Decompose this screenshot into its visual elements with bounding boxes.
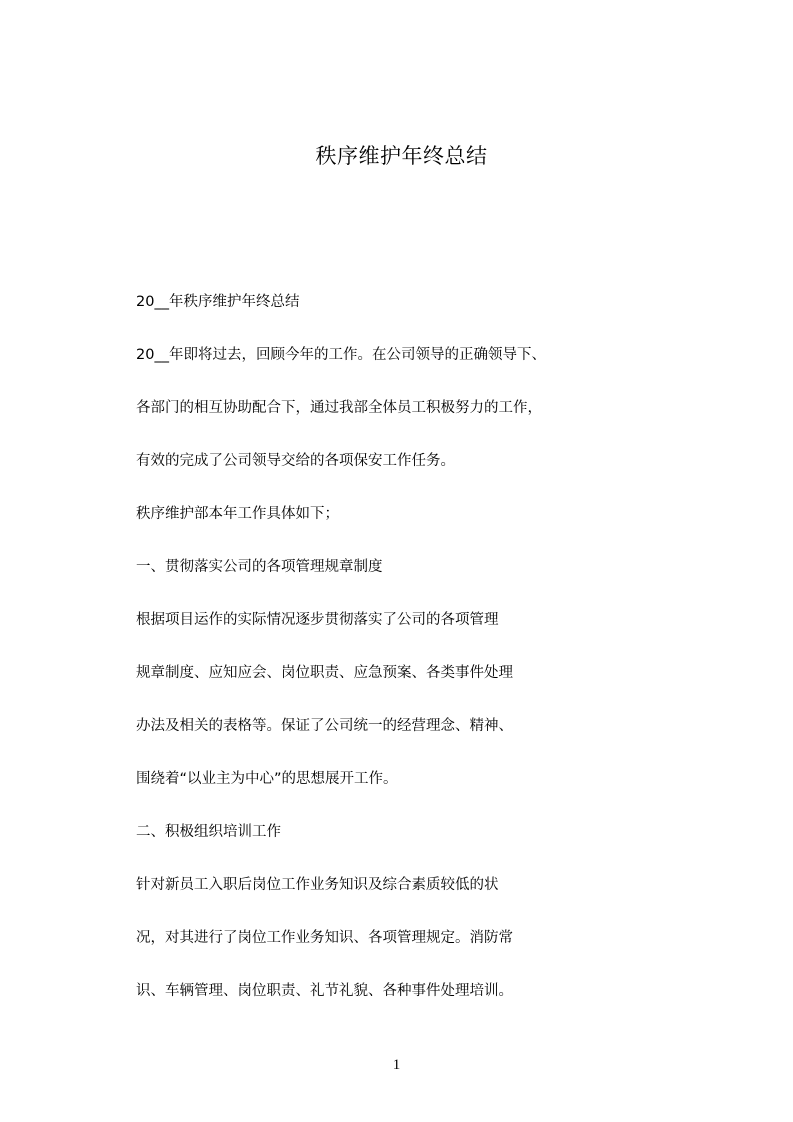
paragraph-line: 规章制度、应知应会、岗位职责、应急预案、各类事件处理 (136, 665, 513, 681)
paragraph-line: 针对新员工入职后岗位工作业务知识及综合素质较低的状 (136, 877, 499, 893)
paragraph-line: 有效的完成了公司领导交给的各项保安工作任务。 (136, 453, 455, 469)
paragraph-line: 况，对其进行了岗位工作业务知识、各项管理规定。消防常 (136, 930, 513, 946)
section-heading: 二、积极组织培训工作 (136, 824, 281, 840)
paragraph-line: 根据项目运作的实际情况逐步贯彻落实了公司的各项管理 (136, 612, 499, 628)
page-number: 1 (392, 1057, 401, 1073)
paragraph-line: 秩序维护部本年工作具体如下； (136, 506, 339, 522)
paragraph-line: 围绕着“以业主为中心”的思想展开工作。 (136, 771, 398, 787)
paragraph-line: 识、车辆管理、岗位职责、礼节礼貌、各种事件处理培训。 (136, 983, 513, 999)
subtitle-line: 20__年秩序维护年终总结 (136, 294, 300, 310)
paragraph-line: 办法及相关的表格等。保证了公司统一的经营理念、精神、 (136, 718, 513, 734)
section-heading: 一、贯彻落实公司的各项管理规章制度 (136, 559, 383, 575)
document-title: 秩序维护年终总结 (315, 144, 488, 168)
paragraph-line: 20__年即将过去，回顾今年的工作。在公司领导的正确领导下、 (136, 347, 546, 363)
paragraph-line: 各部门的相互协助配合下，通过我部全体员工积极努力的工作， (136, 400, 542, 416)
